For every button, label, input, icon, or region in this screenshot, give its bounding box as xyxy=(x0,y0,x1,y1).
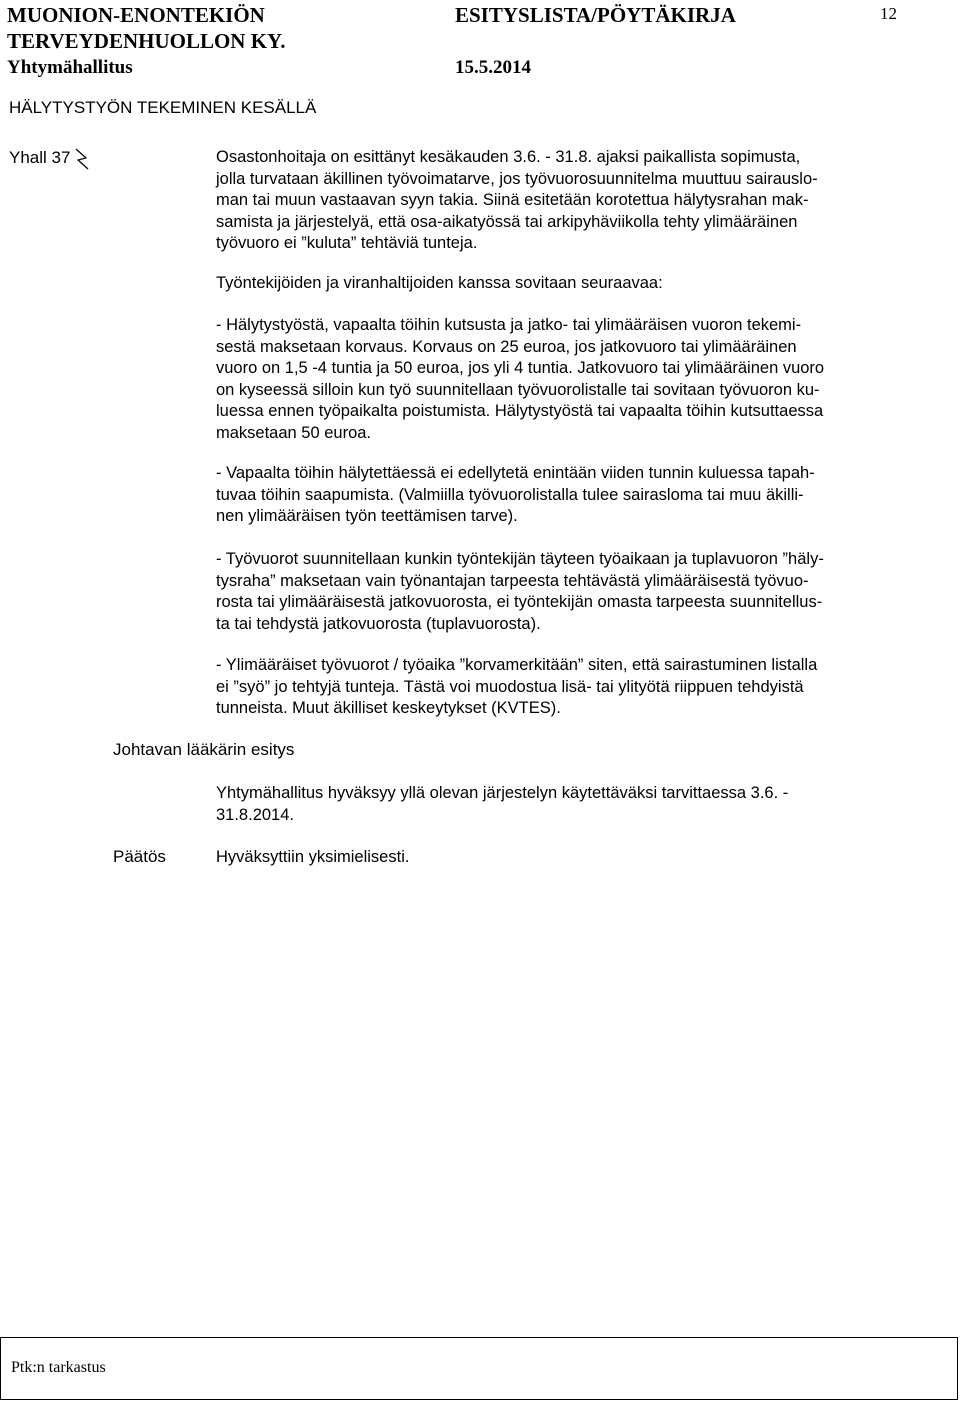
section-title: HÄLYTYSTYÖN TEKEMINEN KESÄLLÄ xyxy=(9,98,317,117)
point-line: nen ylimääräisen työn teettämisen tarve). xyxy=(216,507,518,525)
intro-line: samista ja järjestelyä, että osa-aikatyössä tai arkipyhäviikolla tehty ylimääräinen xyxy=(216,212,798,231)
organization-name-line1: MUONION-ENONTEKIÖN xyxy=(7,3,265,27)
point-line: vuoro on 1,5 -4 tuntia ja 50 euroa, jos yli 4 tuntia. Jatkovuoro tai ylimääräinen vuoro xyxy=(216,359,825,377)
point-line: - Työvuorot suunnitellaan kunkin työntekijän täyteen työaikaan ja tuplavuoron ”häly- xyxy=(216,550,824,568)
point-line: tuvaa töihin saapumista. (Valmiilla työvuorolistalla tulee sairasloma tai muu äkilli- xyxy=(216,485,804,504)
item-label: Yhall 37 xyxy=(9,148,71,167)
intro-line: työvuoro ei ”kuluta” tehtäviä tunteja. xyxy=(216,234,478,252)
point-line: luessa ennen työpaikalta poistumista. Hälytystyöstä tai vapaalta töihin kutsuttaessa xyxy=(216,402,824,420)
review-footer-box xyxy=(0,1337,958,1400)
intro-line: man tai muun vastaavan syyn takia. Siinä esitetään korotettua hälytysrahan mak- xyxy=(216,191,809,209)
point-line: sestä maksetaan korvaus. Korvaus on 25 euroa, jos jatkovuoro tai ylimääräinen xyxy=(216,337,797,356)
agreement-point-1 xyxy=(216,315,906,444)
point-line: ta tai tehdystä jatkovuorosta (tuplavuorosta). xyxy=(216,614,541,633)
proposal-line: Yhtymähallitus hyväksyy yllä olevan järjestelyn käytettäväksi tarvittaessa 3.6. - xyxy=(216,784,789,802)
proposal-label: Johtavan lääkärin esitys xyxy=(113,740,295,759)
decision-label: Päätös xyxy=(113,847,166,866)
point-line: rosta tai ylimääräisestä jatkovuorosta, ei työntekijän omasta tarpeesta suunnitellus- xyxy=(216,593,823,611)
agreement-point-3 xyxy=(216,549,906,635)
organization-name-line2: TERVEYDENHUOLLON KY. xyxy=(7,29,286,53)
agreement-point-4 xyxy=(216,655,906,720)
agreement-intro xyxy=(216,273,906,295)
proposal-text xyxy=(216,783,906,826)
governing-body: Yhtymähallitus xyxy=(7,57,133,78)
point-line: tunneista. Muut äkilliset keskeytykset (KVTES). xyxy=(216,699,561,717)
review-label: Ptk:n tarkastus xyxy=(11,1359,106,1376)
agreement-intro-text: Työntekijöiden ja viranhaltijoiden kanssa sovitaan seuraavaa: xyxy=(216,274,663,292)
meeting-date: 15.5.2014 xyxy=(455,57,531,78)
point-line: - Hälytystyöstä, vapaalta töihin kutsusta ja jatko- tai ylimääräisen vuoron tekemi- xyxy=(216,316,802,334)
intro-line: jolla turvataan äkillinen työvoimatarve, jos työvuorosuunnitelma muuttuu sairauslo- xyxy=(216,169,818,188)
point-line: maksetaan 50 euroa. xyxy=(216,423,372,442)
point-line: ei ”syö” jo tehtyjä tunteja. Tästä voi muodostua lisä- tai ylityötä riippuen tehdyistä xyxy=(216,677,804,696)
point-line: - Vapaalta töihin hälytettäessä ei edellytetä enintään viiden tunnin kuluessa tapah- xyxy=(216,464,815,482)
point-line: - Ylimääräiset työvuorot / työaika ”korvamerkitään” siten, että sairastuminen listalla xyxy=(216,656,818,674)
intro-line: Osastonhoitaja on esittänyt kesäkauden 3.6. - 31.8. ajaksi paikallista sopimusta, xyxy=(216,148,801,166)
point-line: tysraha” maksetaan vain työnantajan tarpeesta tehtävästä ylimääräisestä työvuo- xyxy=(216,571,809,590)
decision-text xyxy=(216,847,906,869)
agreement-point-2 xyxy=(216,463,906,528)
section-divider-mark xyxy=(73,148,91,170)
intro-paragraph xyxy=(216,147,906,255)
document-type: ESITYSLISTA/PÖYTÄKIRJA xyxy=(455,3,736,27)
page-number: 12 xyxy=(880,4,897,23)
point-line: on kyseessä silloin kun työ suunnitellaan työvuorolistalle tai sovitaan työvuoron ku- xyxy=(216,380,820,399)
proposal-line: 31.8.2014. xyxy=(216,805,294,824)
decision-line: Hyväksyttiin yksimielisesti. xyxy=(216,848,410,866)
